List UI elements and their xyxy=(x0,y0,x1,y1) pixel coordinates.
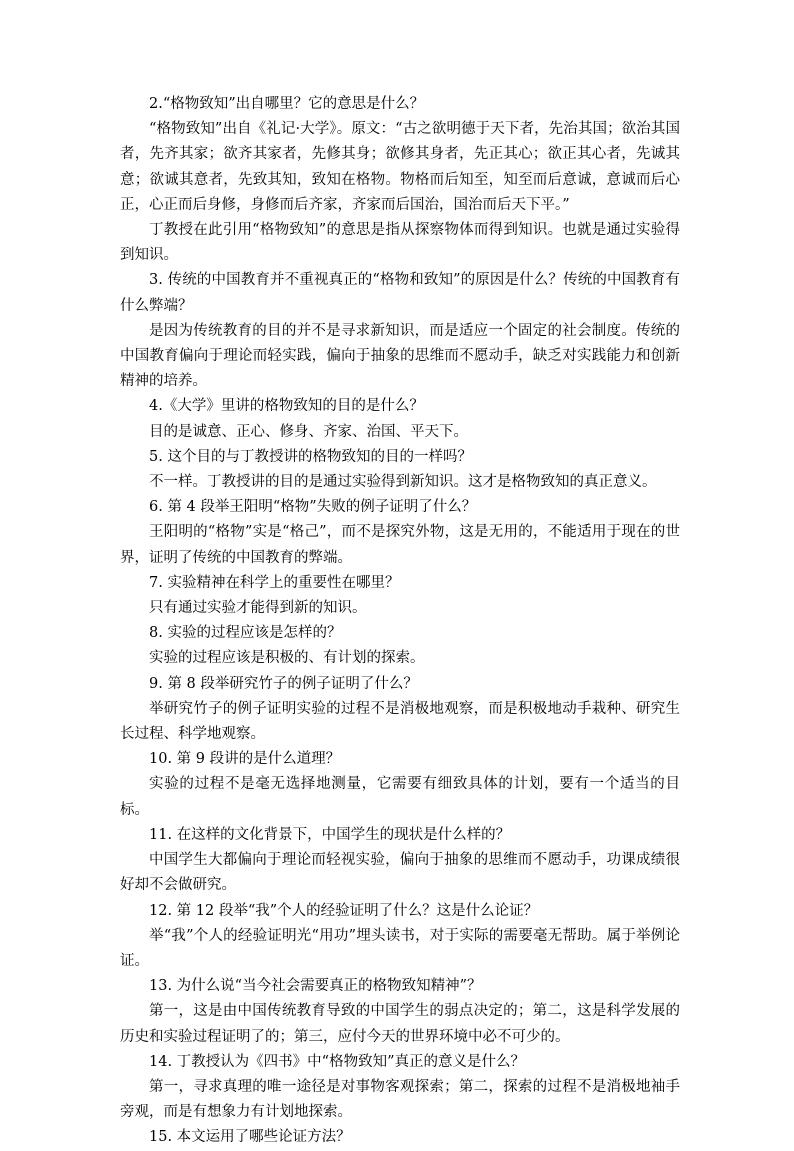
document-body xyxy=(120,92,680,1151)
answer-4: 目的是诚意、正心、修身、齐家、治国、平天下。 xyxy=(149,423,468,440)
answer-5: 不一样。丁教授讲的目的是通过实验得到新知识。这才是格物致知的真正意义。 xyxy=(149,474,657,491)
answer-9: 举研究竹子的例子证明实验的过程不是消极地观察，而是积极地动手栽种、研究生长过程、科学地观察。 xyxy=(120,700,680,743)
answer-14: 第一，寻求真理的唯一途径是对事物客观探索；第二，探索的过程不是消极地袖手旁观，而是有想象力有计划地探索。 xyxy=(120,1078,680,1121)
question-8: 8. 实验的过程应该是怎样的？ xyxy=(149,625,342,642)
question-2: 2.“格物致知”出自哪里？它的意思是什么？ xyxy=(149,96,425,112)
question-10: 10. 第 9 段讲的是什么道理？ xyxy=(149,751,341,768)
answer-13: 第一，这是由中国传统教育导致的中国学生的弱点决定的；第二，这是科学发展的历史和实验过程证明了的；第三，应付今天的世界环境中必不可少的。 xyxy=(120,1003,680,1045)
question-7: 7. 实验精神在科学上的重要性在哪里？ xyxy=(149,574,400,591)
answer-2-source: “格物致知”出自《礼记·大学》。原文：“古之欲明德于天下者，先治其国；欲治其国者，先齐其家；欲齐其家者，先修其身；欲修其身者，先正其心；欲正其心者，先诚其意；欲诚其意者，先致其知，致知在格物。物格而后知至，知至而后意诚，意诚而后心正，心正而后身修，身修而后齐家，齐家而后国治，国治而后天下平。” xyxy=(120,121,680,213)
answer-2-meaning: 丁教授在此引用“格物致知”的意思是指从探察物体而得到知识。也就是通过实验得到知识。 xyxy=(120,222,680,264)
answer-12: 举“我”个人的经验证明光“用功”埋头读书，对于实际的需要毫无帮助。属于举例论证。 xyxy=(120,927,680,969)
question-12: 12. 第 12 段举“我”个人的经验证明了什么？这是什么论证？ xyxy=(149,902,539,919)
answer-10: 实验的过程不是毫无选择地测量，它需要有细致具体的计划，要有一个适当的目标。 xyxy=(120,776,680,818)
question-6: 6. 第 4 段举王阳明“格物”失败的例子证明了什么？ xyxy=(149,499,477,516)
question-3: 3. 传统的中国教育并不重视真正的“格物和致知”的原因是什么？传统的中国教育有什么弊端？ xyxy=(120,272,680,314)
question-5: 5. 这个目的与丁教授讲的格物致知的目的一样吗？ xyxy=(149,448,472,465)
answer-11: 中国学生大都偏向于理论而轻视实验，偏向于抽象的思维而不愿动手，功课成绩很好却不会做研究。 xyxy=(120,852,680,894)
question-13: 13. 为什么说“当今社会需要真正的格物致知精神”？ xyxy=(149,978,482,995)
question-15: 15. 本文运用了哪些论证方法？ xyxy=(149,1129,351,1146)
question-9: 9. 第 8 段举研究竹子的例子证明了什么？ xyxy=(149,675,418,692)
question-11: 11. 在这样的文化背景下，中国学生的现状是什么样的？ xyxy=(149,826,511,843)
answer-6: 王阳明的“格物”实是“格己”，而不是探究外物，这是无用的，不能适用于现在的世界，证明了传统的中国教育的弊端。 xyxy=(120,524,680,566)
answer-8: 实验的过程应该是积极的、有计划的探索。 xyxy=(149,650,425,667)
question-14: 14. 丁教授认为《四书》中“格物致知”真正的意义是什么？ xyxy=(149,1053,525,1070)
answer-7: 只有通过实验才能得到新的知识。 xyxy=(149,600,367,617)
question-4: 4.《大学》里讲的格物致知的目的是什么？ xyxy=(149,398,424,415)
answer-3: 是因为传统教育的目的并不是寻求新知识，而是适应一个固定的社会制度。传统的中国教育偏向于理论而轻实践，偏向于抽象的思维而不愿动手，缺乏对实践能力和创新精神的培养。 xyxy=(120,322,680,390)
